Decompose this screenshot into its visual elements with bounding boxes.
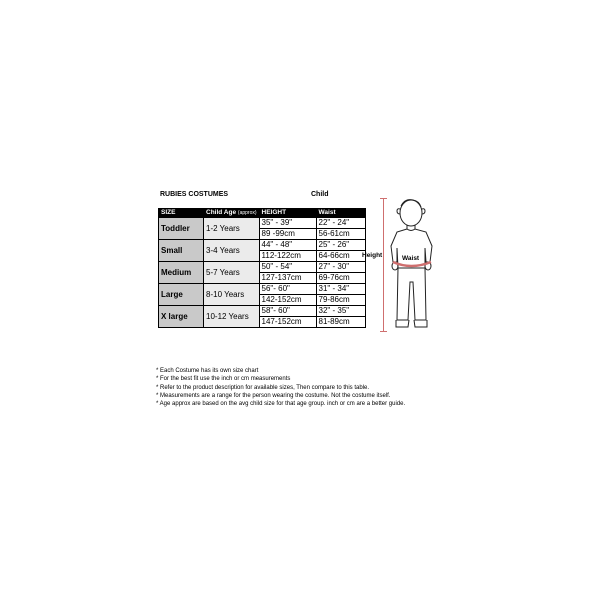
size-cell: X large [159, 306, 204, 328]
table-row [159, 240, 366, 251]
height-inch-cell: 58"- 60" [259, 306, 316, 317]
figure-shoe-left [396, 320, 409, 327]
waist-inch-cell: 27" - 30" [316, 262, 365, 273]
size-cell: Medium [159, 262, 204, 284]
height-inch-cell: 44" - 48" [259, 240, 316, 251]
height-inch-cell: 56"- 60" [259, 284, 316, 295]
age-cell: 8-10 Years [204, 284, 260, 306]
table-row [159, 284, 366, 295]
waist-cm-cell: 79-86cm [316, 295, 365, 306]
height-cm-cell: 142-152cm [259, 295, 316, 306]
note-item: * Refer to the product description for available sizes, Then compare to this table. [156, 384, 370, 391]
height-cm-cell: 112-122cm [259, 251, 316, 262]
note-item: * Measurements are a range for the person wearing the costume. Not the costume itself. [156, 392, 391, 399]
waist-inch-cell: 25" - 26" [316, 240, 365, 251]
waist-cm-cell: 81-89cm [316, 317, 365, 328]
header-approx: (approx) [237, 210, 257, 216]
height-measure-line [383, 198, 384, 332]
table-row [159, 306, 366, 317]
table-row [159, 218, 366, 229]
size-chart-table [158, 208, 366, 328]
waist-inch-cell: 22" - 24" [316, 218, 365, 229]
height-cm-cell: 127-137cm [259, 273, 316, 284]
age-cell: 3-4 Years [204, 240, 260, 262]
waist-cm-cell: 69-76cm [316, 273, 365, 284]
waist-label: Waist [402, 255, 420, 262]
waist-cm-cell: 56-61cm [316, 229, 365, 240]
header-age [204, 209, 260, 218]
header-height: HEIGHT [259, 209, 316, 218]
brand-title: RUBIES COSTUMES [160, 191, 229, 198]
header-age-label: Child Age [206, 209, 237, 216]
waist-inch-cell: 31" - 34" [316, 284, 365, 295]
age-cell: 5-7 Years [204, 262, 260, 284]
figure-head [400, 200, 422, 226]
gender-label: Child [311, 191, 329, 198]
table-row [159, 262, 366, 273]
note-item: * Age approx are based on the avg child size for that age group. inch or cm are a better guide. [156, 401, 406, 408]
figure-shoe-right [414, 320, 427, 327]
note-item: * For the best fit use the inch or cm measurements [156, 376, 291, 383]
age-cell: 1-2 Years [204, 218, 260, 240]
header-waist: Waist [316, 209, 365, 218]
notes-list [156, 367, 405, 408]
height-inch-cell: 35" - 39" [259, 218, 316, 229]
note-item: * Each Costume has its own size chart [156, 368, 259, 374]
height-cm-cell: 147-152cm [259, 317, 316, 328]
height-cm-cell: 89 -99cm [259, 229, 316, 240]
child-figure-illustration [385, 196, 445, 336]
header-size: SIZE [159, 209, 204, 218]
size-cell: Large [159, 284, 204, 306]
table-header-row [159, 209, 366, 218]
size-cell: Toddler [159, 218, 204, 240]
height-inch-cell: 50" - 54" [259, 262, 316, 273]
waist-inch-cell: 32" - 35" [316, 306, 365, 317]
age-cell: 10-12 Years [204, 306, 260, 328]
figure-pants [397, 268, 426, 320]
waist-cm-cell: 64-66cm [316, 251, 365, 262]
size-cell: Small [159, 240, 204, 262]
height-label: Height [362, 252, 383, 259]
